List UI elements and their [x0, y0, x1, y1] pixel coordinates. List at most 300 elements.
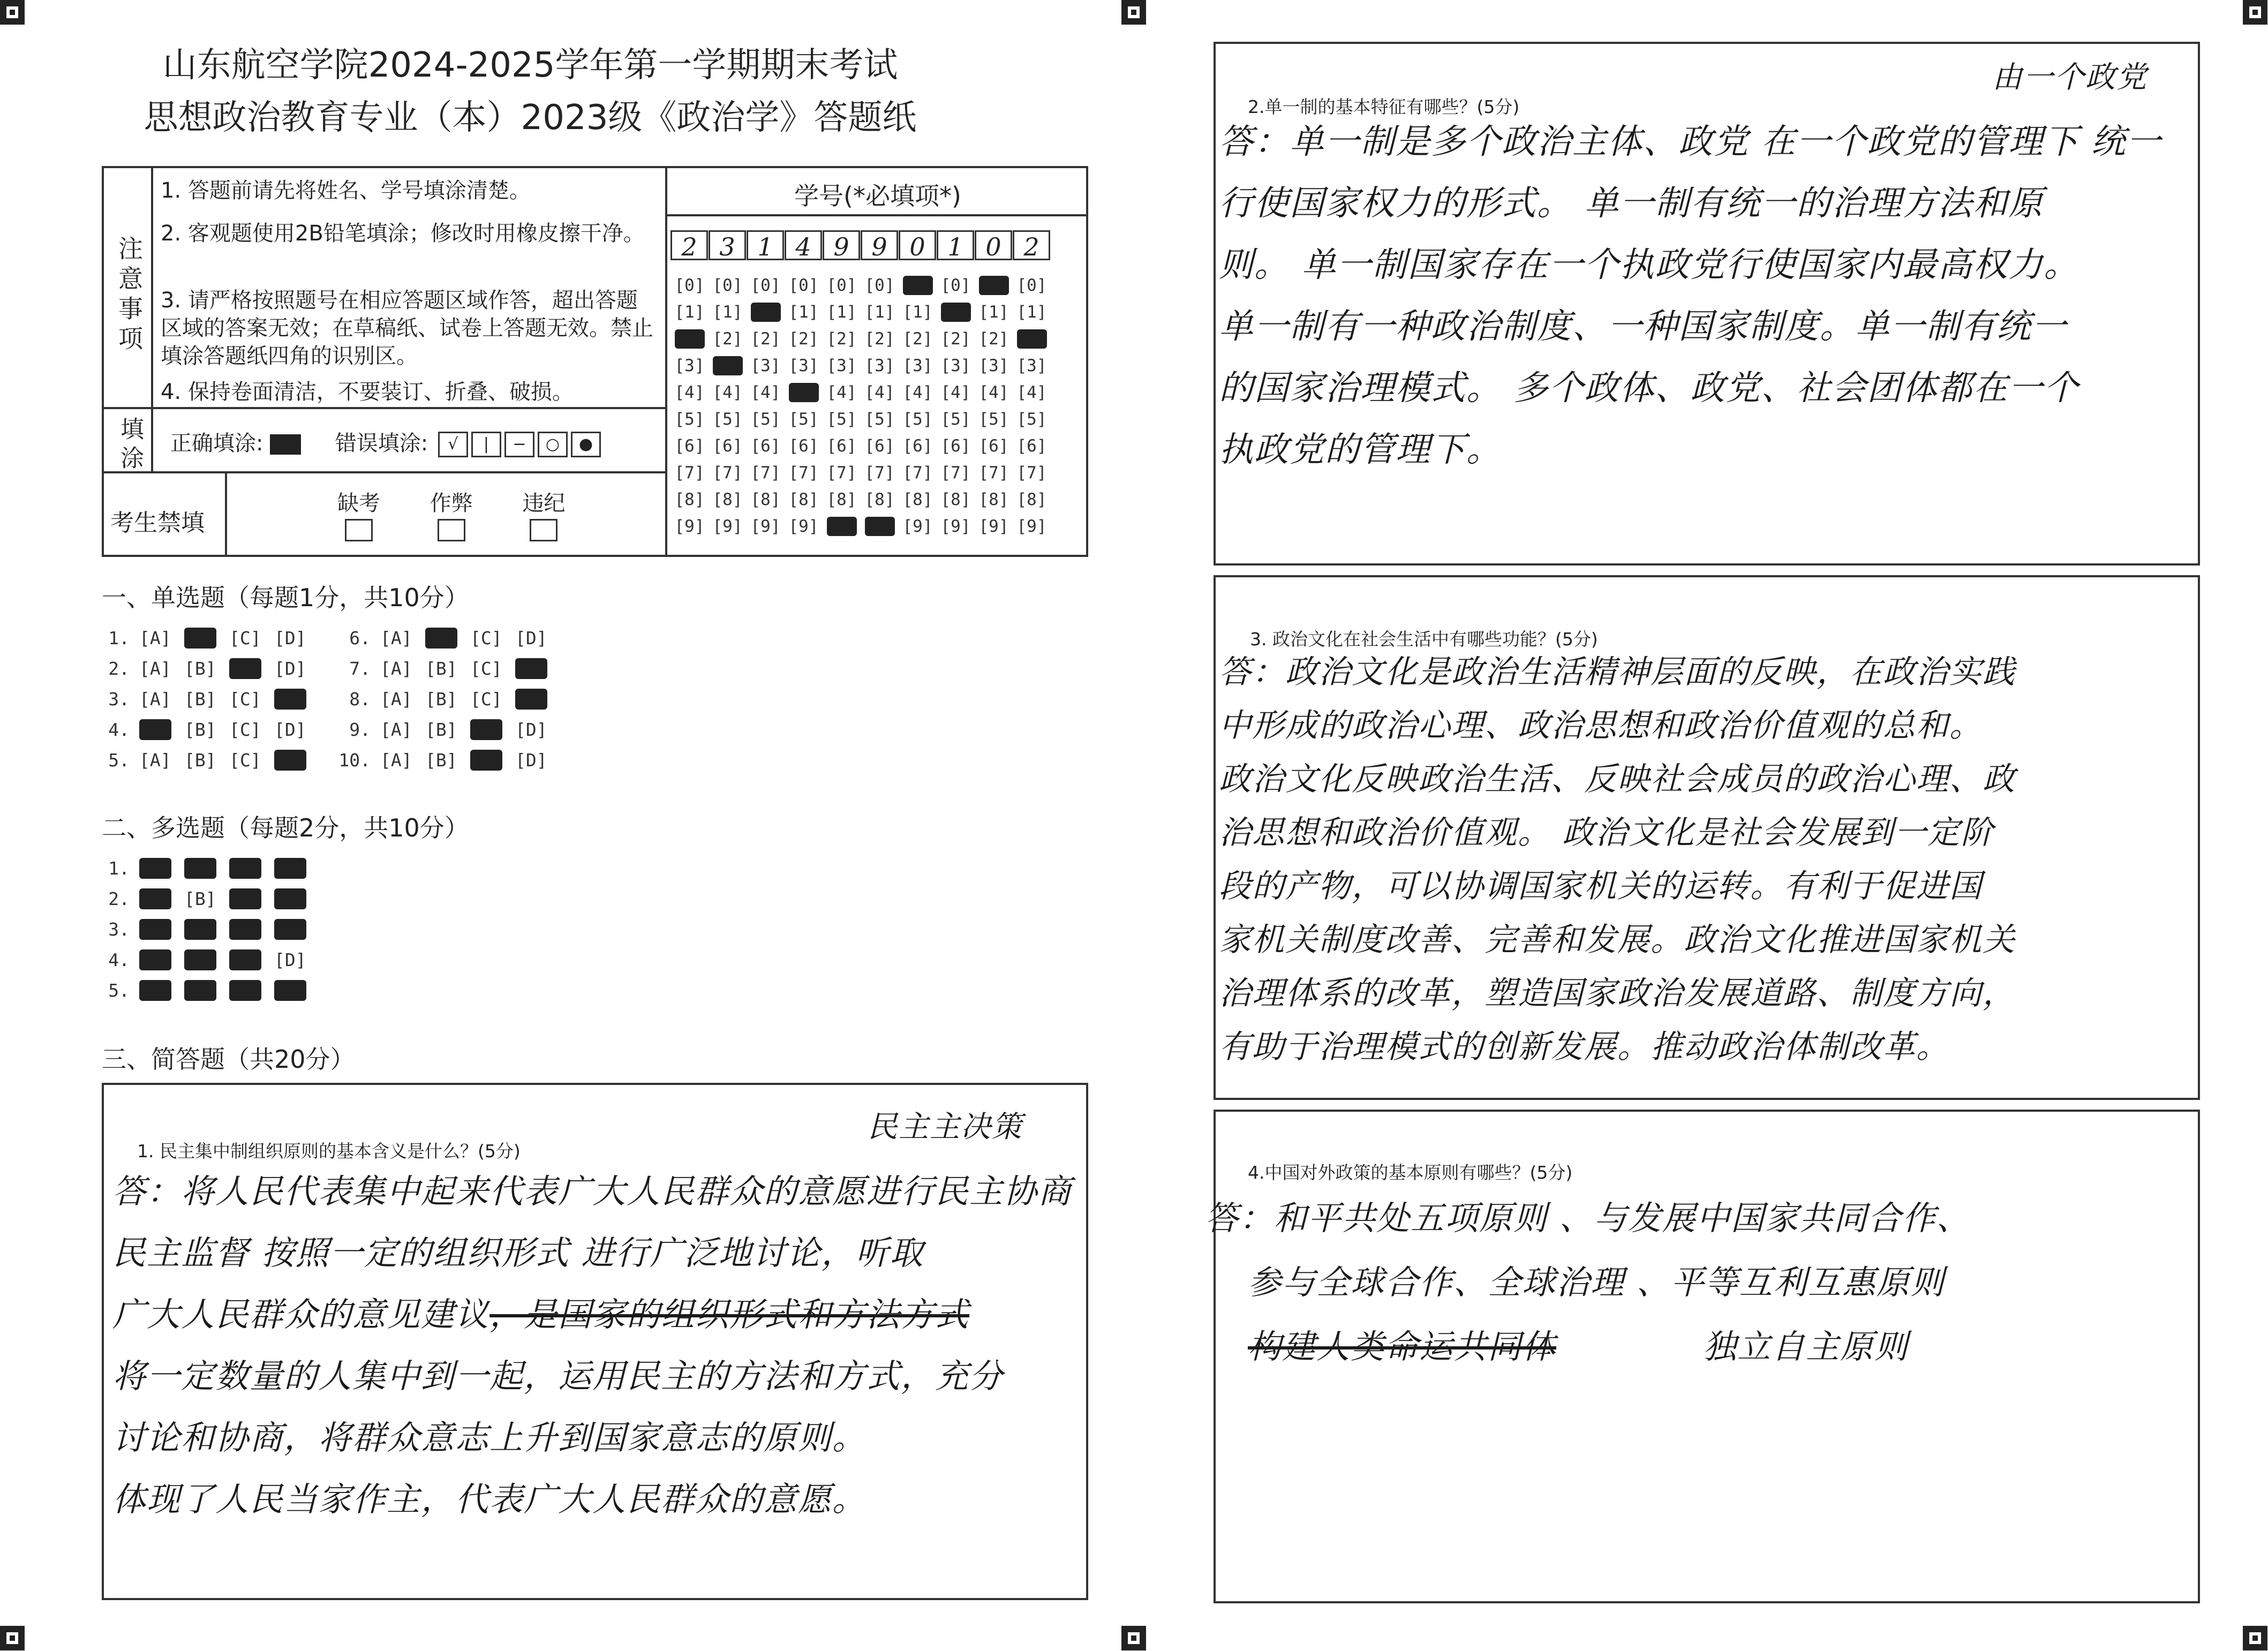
correct-fill-label: 正确填涂:: [170, 431, 263, 456]
choice-bubble[interactable]: [274, 919, 319, 940]
id-bubble-label: [4]: [788, 383, 819, 402]
student-id-digit[interactable]: 1: [937, 230, 974, 260]
choice-bubble[interactable]: [380, 628, 425, 649]
id-bubble[interactable]: [823, 352, 861, 379]
id-bubble-label: [4]: [940, 383, 971, 402]
q4-struck-text: 构建人类命运共同体: [1248, 1327, 1557, 1366]
choice-bubble[interactable]: [470, 750, 515, 771]
choice-bubble[interactable]: [380, 689, 425, 710]
id-bubble-row: [670, 272, 1051, 299]
question-number: 5.: [108, 980, 130, 1001]
choice-label: [A]: [380, 719, 412, 740]
id-bubble[interactable]: [937, 272, 975, 299]
q1-line-4: 将一定数量的人集中到一起，运用民主的方法和方式，充分: [112, 1356, 1004, 1396]
id-bubble[interactable]: [937, 379, 975, 406]
q1-line-1: 答：将人民代表集中起来代表广大人民群众的意愿进行民主协商: [112, 1172, 1073, 1211]
id-bubble[interactable]: [670, 326, 709, 352]
choice-label: [B]: [184, 689, 216, 710]
id-bubble[interactable]: [823, 379, 861, 406]
choice-bubble[interactable]: [470, 628, 515, 649]
id-bubble[interactable]: [785, 433, 823, 459]
q1-line-3-text: 广大人民群众的意见建议: [112, 1295, 490, 1334]
wrong-fill-dot: ●: [571, 432, 601, 457]
id-bubble[interactable]: [747, 272, 785, 299]
wrong-fill-dash: −: [504, 432, 534, 457]
id-bubble-label: [6]: [712, 436, 743, 456]
choice-bubble[interactable]: [229, 858, 274, 879]
choice-bubble[interactable]: [184, 949, 229, 970]
id-bubble-label: [2]: [712, 329, 743, 349]
q3-line-5: 段的产物，可以协调国家机关的运转。有利于促进国: [1219, 868, 1983, 905]
question-number: 4.: [108, 949, 130, 970]
absent-checkbox[interactable]: [345, 519, 373, 541]
id-bubble[interactable]: [670, 513, 709, 540]
q2-line-4: 单一制有一种政治制度、一种国家制度。单一制有统一: [1219, 307, 2067, 346]
id-bubble[interactable]: [899, 459, 937, 486]
id-bubble[interactable]: [747, 486, 785, 513]
id-bubble[interactable]: [785, 486, 823, 513]
id-bubble[interactable]: [823, 459, 861, 486]
id-bubble-label: [4]: [864, 383, 895, 402]
id-bubble[interactable]: [1013, 272, 1051, 299]
id-bubble-label: [9]: [902, 517, 933, 536]
q3-line-8: 有助于治理模式的创新发展。推动政治体制改革。: [1219, 1028, 1949, 1066]
choice-bubble[interactable]: [515, 719, 560, 740]
id-bubble-label: [9]: [750, 517, 781, 536]
id-bubble[interactable]: [975, 352, 1013, 379]
choice-bubble[interactable]: [139, 949, 184, 970]
id-bubble[interactable]: [937, 299, 975, 326]
choice-label: [D]: [515, 628, 547, 649]
id-bubble-label: [3]: [864, 356, 895, 375]
choice-bubble[interactable]: [515, 750, 560, 771]
choice-bubble[interactable]: [274, 658, 319, 679]
student-id-digit[interactable]: 3: [709, 230, 746, 260]
q2-line-6: 执政党的管理下。: [1219, 430, 1502, 470]
id-bubble[interactable]: [823, 406, 861, 433]
absent-option[interactable]: [316, 486, 402, 541]
id-bubble[interactable]: [670, 406, 709, 433]
choice-bubble[interactable]: [274, 888, 319, 909]
choice-bubble[interactable]: [184, 719, 229, 740]
choice-label: [A]: [139, 919, 171, 940]
id-bubble-label: [9]: [674, 517, 705, 536]
id-bubble[interactable]: [785, 299, 823, 326]
id-bubble[interactable]: [670, 352, 709, 379]
id-bubble-row: [670, 513, 1051, 540]
id-bubble-label: [3]: [940, 356, 971, 375]
choice-bubble[interactable]: [274, 719, 319, 740]
question-number: 6.: [349, 628, 371, 649]
choice-label: [D]: [274, 858, 306, 879]
id-bubble[interactable]: [823, 486, 861, 513]
choice-bubble[interactable]: [515, 628, 560, 649]
choice-bubble[interactable]: [184, 628, 229, 649]
id-bubble-label: [5]: [826, 410, 857, 429]
single-choice-question: [96, 689, 319, 710]
id-bubble-label: [4]: [674, 383, 705, 402]
section3-title: 三、简答题（共20分）: [102, 1045, 355, 1074]
id-bubble[interactable]: [861, 513, 899, 540]
choice-bubble[interactable]: [380, 719, 425, 740]
corner-marker-top-right: [2243, 0, 2267, 25]
q3-line-3: 政治文化反映政治生活、反映社会成员的政治心理、政: [1219, 760, 2016, 798]
choice-bubble[interactable]: [515, 689, 560, 710]
question-number: 3.: [108, 919, 130, 940]
student-id-digit[interactable]: 2: [1013, 230, 1050, 260]
choice-bubble[interactable]: [184, 689, 229, 710]
id-bubble-label: [5]: [978, 410, 1009, 429]
choice-bubble[interactable]: [229, 689, 274, 710]
id-bubble[interactable]: [861, 272, 899, 299]
id-bubble-label: [2]: [788, 329, 819, 349]
choice-label: [C]: [470, 719, 502, 740]
id-bubble[interactable]: [709, 272, 747, 299]
choice-bubble[interactable]: [470, 719, 515, 740]
id-bubble[interactable]: [937, 486, 975, 513]
id-bubble[interactable]: [747, 299, 785, 326]
id-bubble-label: [5]: [674, 410, 705, 429]
multi-choice-question: [96, 888, 319, 909]
id-bubble[interactable]: [899, 486, 937, 513]
question-number: 8.: [349, 689, 371, 710]
single-choice-question: [96, 658, 319, 679]
choice-label: [C]: [229, 888, 261, 909]
choice-label: [D]: [515, 750, 547, 771]
choice-label: [B]: [425, 719, 457, 740]
q4-line-2: 参与全球合作、全球治理 、平等互利互惠原则: [1248, 1263, 1945, 1302]
id-bubble[interactable]: [747, 326, 785, 352]
choice-bubble[interactable]: [425, 689, 470, 710]
id-bubble[interactable]: [861, 299, 899, 326]
id-bubble[interactable]: [975, 299, 1013, 326]
id-bubble[interactable]: [670, 459, 709, 486]
single-choice-question: [96, 719, 319, 740]
id-bubble[interactable]: [899, 352, 937, 379]
choice-bubble[interactable]: [139, 658, 184, 679]
multi-choice-question: [96, 919, 319, 940]
divider: [665, 166, 667, 557]
student-id-digit[interactable]: 0: [975, 230, 1012, 260]
divider: [102, 407, 665, 409]
id-bubble-label: [5]: [902, 410, 933, 429]
choice-bubble[interactable]: [229, 750, 274, 771]
id-bubble[interactable]: [899, 299, 937, 326]
id-bubble[interactable]: [975, 513, 1013, 540]
id-bubble-label: [1]: [826, 303, 857, 322]
id-bubble[interactable]: [747, 513, 785, 540]
choice-bubble[interactable]: [229, 628, 274, 649]
id-bubble[interactable]: [709, 326, 747, 352]
id-bubble-label: [7]: [674, 463, 705, 483]
q3-line-4: 治思想和政治价值观。 政治文化是社会发展到一定阶: [1219, 814, 1994, 851]
id-bubble[interactable]: [785, 513, 823, 540]
id-bubble[interactable]: [1013, 352, 1051, 379]
choice-bubble[interactable]: [184, 980, 229, 1001]
choice-label: [C]: [229, 980, 261, 1001]
id-bubble[interactable]: [975, 486, 1013, 513]
id-bubble[interactable]: [670, 433, 709, 459]
id-bubble[interactable]: [670, 299, 709, 326]
violation-checkbox[interactable]: [530, 519, 557, 541]
id-bubble[interactable]: [670, 486, 709, 513]
choice-bubble[interactable]: [425, 658, 470, 679]
id-bubble[interactable]: [899, 513, 937, 540]
id-bubble[interactable]: [785, 406, 823, 433]
id-bubble[interactable]: [670, 379, 709, 406]
choice-bubble[interactable]: [139, 750, 184, 771]
id-bubble[interactable]: [1013, 406, 1051, 433]
id-bubble[interactable]: [975, 326, 1013, 352]
choice-bubble[interactable]: [139, 888, 184, 909]
id-bubble[interactable]: [709, 486, 747, 513]
student-id-digit[interactable]: 2: [670, 230, 708, 260]
choice-bubble[interactable]: [229, 719, 274, 740]
fill-label: 填涂: [116, 417, 144, 474]
absent-label: 缺考: [337, 491, 380, 516]
id-bubble[interactable]: [975, 459, 1013, 486]
id-bubble[interactable]: [937, 433, 975, 459]
choice-label: [B]: [425, 750, 457, 771]
id-bubble[interactable]: [747, 379, 785, 406]
question-number: 7.: [349, 658, 371, 679]
choice-bubble[interactable]: [274, 858, 319, 879]
q2-line-3: 则。 单一制国家存在一个执政党行使国家内最高权力。: [1219, 245, 2079, 285]
id-bubble-label: [4]: [1016, 383, 1047, 402]
id-bubble[interactable]: [709, 299, 747, 326]
choice-label: [A]: [139, 689, 171, 710]
id-bubble-label: [9]: [712, 517, 743, 536]
choice-label: [B]: [184, 858, 216, 879]
choice-bubble[interactable]: [274, 628, 319, 649]
choice-bubble[interactable]: [470, 658, 515, 679]
choice-label: [D]: [274, 888, 306, 909]
student-id-digit[interactable]: 4: [785, 230, 822, 260]
choice-bubble[interactable]: [139, 858, 184, 879]
id-bubble[interactable]: [747, 406, 785, 433]
id-bubble-label: [8]: [712, 490, 743, 509]
single-choice-question: [337, 658, 560, 679]
id-bubble[interactable]: [975, 406, 1013, 433]
choice-label: [D]: [274, 658, 306, 679]
id-bubble-label: [6]: [826, 436, 857, 456]
choice-bubble[interactable]: [184, 888, 229, 909]
id-bubble[interactable]: [861, 379, 899, 406]
choice-bubble[interactable]: [139, 980, 184, 1001]
id-bubble[interactable]: [785, 326, 823, 352]
choice-bubble[interactable]: [184, 658, 229, 679]
id-bubble[interactable]: [709, 352, 747, 379]
id-bubble[interactable]: [975, 379, 1013, 406]
choice-bubble[interactable]: [274, 689, 319, 710]
id-bubble-label: [0]: [712, 276, 743, 295]
id-bubble-label: [4]: [750, 383, 781, 402]
id-bubble[interactable]: [1013, 433, 1051, 459]
choice-label: [C]: [229, 919, 261, 940]
q2-label: 2.单一制的基本特征有哪些？(5分): [1248, 96, 1520, 117]
id-bubble[interactable]: [785, 379, 823, 406]
choice-bubble[interactable]: [274, 980, 319, 1001]
id-bubble[interactable]: [709, 459, 747, 486]
forbidden-items: [316, 486, 586, 541]
id-bubble[interactable]: [899, 326, 937, 352]
id-bubble[interactable]: [899, 272, 937, 299]
id-bubble[interactable]: [823, 272, 861, 299]
id-bubble[interactable]: [899, 433, 937, 459]
q1-line-5: 讨论和协商，将群众意志上升到国家意志的原则。: [112, 1418, 867, 1457]
id-bubble-row: [670, 486, 1051, 513]
id-bubble[interactable]: [899, 379, 937, 406]
choice-bubble[interactable]: [139, 919, 184, 940]
student-id-digit[interactable]: 9: [823, 230, 860, 260]
id-bubble-label: [7]: [902, 463, 933, 483]
choice-bubble[interactable]: [184, 750, 229, 771]
id-bubble[interactable]: [670, 272, 709, 299]
choice-label: [D]: [274, 980, 306, 1001]
id-bubble[interactable]: [709, 513, 747, 540]
id-bubble[interactable]: [1013, 486, 1051, 513]
id-bubble[interactable]: [899, 406, 937, 433]
choice-bubble[interactable]: [380, 658, 425, 679]
id-bubble[interactable]: [861, 406, 899, 433]
q2-line-5: 的国家治理模式。 多个政体、政党、社会团体都在一个: [1219, 368, 2079, 408]
choice-bubble[interactable]: [139, 689, 184, 710]
choice-bubble[interactable]: [229, 888, 274, 909]
id-bubble-row: [670, 433, 1051, 459]
cheating-checkbox[interactable]: [438, 519, 465, 541]
corner-marker-top-left: [0, 0, 25, 25]
id-bubble[interactable]: [823, 326, 861, 352]
choice-bubble[interactable]: [380, 750, 425, 771]
student-id-digit[interactable]: 0: [899, 230, 936, 260]
choice-bubble[interactable]: [229, 949, 274, 970]
notice-item-2: 2. 客观题使用2B铅笔填涂；修改时用橡皮擦干净。: [161, 221, 645, 246]
id-bubble[interactable]: [861, 326, 899, 352]
id-bubble-label: [6]: [978, 436, 1009, 456]
id-bubble-label: [3]: [978, 356, 1009, 375]
id-bubble-label: [8]: [902, 490, 933, 509]
choice-bubble[interactable]: [139, 719, 184, 740]
q3-line-1: 答：政治文化是政治生活精神层面的反映，在政治实践: [1219, 653, 2016, 691]
id-bubble-label: [0]: [788, 276, 819, 295]
id-bubble-label: [3]: [674, 356, 705, 375]
choice-bubble[interactable]: [515, 658, 560, 679]
id-bubble[interactable]: [975, 433, 1013, 459]
id-bubble[interactable]: [861, 433, 899, 459]
id-bubble[interactable]: [785, 459, 823, 486]
choice-bubble[interactable]: [229, 658, 274, 679]
choice-label: [A]: [139, 980, 171, 1001]
id-bubble[interactable]: [747, 352, 785, 379]
choice-label: [B]: [425, 689, 457, 710]
q2-line-1: 答：单一制是多个政治主体、政党 在一个政党的管理下 统一: [1219, 122, 2162, 162]
id-bubble[interactable]: [937, 406, 975, 433]
q4-label: 4.中国对外政策的基本原则有哪些？(5分): [1248, 1162, 1573, 1183]
id-bubble[interactable]: [861, 352, 899, 379]
choice-bubble[interactable]: [425, 719, 470, 740]
choice-label: [A]: [380, 628, 412, 649]
id-bubble[interactable]: [937, 459, 975, 486]
id-bubble[interactable]: [1013, 326, 1051, 352]
choice-label: [D]: [274, 719, 306, 740]
multi-choice-question: [96, 980, 319, 1001]
corner-marker-bottom-right: [2243, 1626, 2267, 1650]
choice-bubble[interactable]: [229, 980, 274, 1001]
multi-choice-question: [96, 949, 319, 970]
choice-label: [D]: [515, 719, 547, 740]
id-bubble[interactable]: [747, 433, 785, 459]
id-bubble[interactable]: [861, 486, 899, 513]
id-bubble-label: [7]: [788, 463, 819, 483]
divider: [151, 166, 153, 407]
id-bubble-label: [4]: [978, 383, 1009, 402]
id-bubble-label: [5]: [864, 410, 895, 429]
single-choice-question: [96, 750, 319, 771]
q4-line-last: 独立自主原则: [1703, 1327, 1909, 1366]
choice-bubble[interactable]: [139, 628, 184, 649]
id-bubble[interactable]: [747, 459, 785, 486]
id-bubble[interactable]: [823, 299, 861, 326]
id-bubble[interactable]: [823, 433, 861, 459]
choice-bubble[interactable]: [184, 858, 229, 879]
id-bubble[interactable]: [709, 406, 747, 433]
choice-label: [C]: [229, 949, 261, 970]
choice-bubble[interactable]: [274, 750, 319, 771]
student-id-digit[interactable]: 9: [861, 230, 898, 260]
id-bubble[interactable]: [937, 352, 975, 379]
choice-label: [B]: [184, 628, 216, 649]
cheating-label: 作弊: [430, 491, 473, 516]
fill-instructions: [170, 429, 601, 457]
choice-bubble[interactable]: [425, 628, 470, 649]
id-bubble-label: [8]: [750, 490, 781, 509]
q2-insert: 由一个政党: [1992, 60, 2148, 95]
id-bubble[interactable]: [785, 352, 823, 379]
id-bubble-label: [6]: [864, 436, 895, 456]
id-bubble[interactable]: [975, 272, 1013, 299]
id-bubble[interactable]: [785, 272, 823, 299]
student-id-digit[interactable]: 1: [747, 230, 784, 260]
single-choice-question: [337, 750, 560, 771]
id-bubble[interactable]: [823, 513, 861, 540]
id-bubble[interactable]: [709, 433, 747, 459]
q4-line-1: 答：和平共处五项原则 、与发展中国家共同合作、: [1205, 1198, 1971, 1238]
q1-label: 1. 民主集中制组织原则的基本含义是什么？(5分): [137, 1141, 521, 1162]
id-bubble[interactable]: [1013, 459, 1051, 486]
question-number: 10.: [338, 750, 371, 771]
id-bubble[interactable]: [1013, 379, 1051, 406]
choice-bubble[interactable]: [274, 949, 319, 970]
choice-bubble[interactable]: [470, 689, 515, 710]
violation-option[interactable]: [501, 486, 586, 541]
choice-label: [A]: [139, 949, 171, 970]
choice-label: [B]: [184, 949, 216, 970]
id-bubble-label: [8]: [826, 490, 857, 509]
id-bubble[interactable]: [1013, 513, 1051, 540]
choice-bubble[interactable]: [425, 750, 470, 771]
choice-label: [C]: [470, 658, 502, 679]
id-bubble-label: [2]: [978, 329, 1009, 349]
id-bubble[interactable]: [709, 379, 747, 406]
choice-bubble[interactable]: [184, 919, 229, 940]
choice-bubble[interactable]: [229, 919, 274, 940]
id-bubble[interactable]: [937, 513, 975, 540]
id-bubble[interactable]: [861, 459, 899, 486]
id-bubble[interactable]: [1013, 299, 1051, 326]
cheating-option[interactable]: [409, 486, 494, 541]
corner-marker-bottom-left: [0, 1626, 25, 1650]
id-bubble[interactable]: [937, 326, 975, 352]
